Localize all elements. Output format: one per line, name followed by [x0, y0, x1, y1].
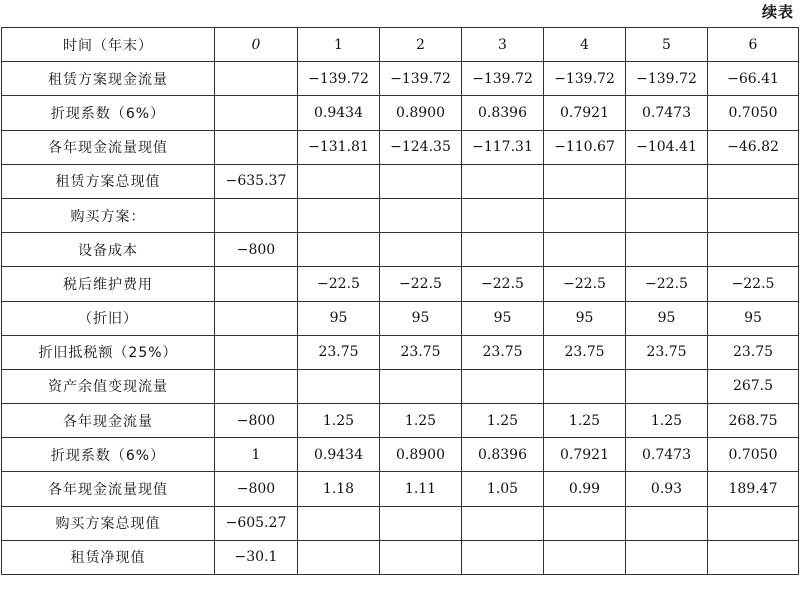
table-cell: 0.7050 — [708, 438, 799, 472]
table-cell — [215, 96, 298, 130]
year-header: 0 — [215, 28, 298, 62]
row-label: 购买方案总现值 — [2, 506, 215, 540]
table-cell: 0.9434 — [298, 438, 380, 472]
year-header: 3 — [462, 28, 544, 62]
table-cell — [215, 198, 298, 232]
table-cell: −22.5 — [298, 267, 380, 301]
table-row — [2, 267, 799, 301]
table-row — [2, 233, 799, 267]
table-cell — [298, 506, 380, 540]
table-cell: −139.72 — [380, 62, 462, 96]
row-label: 资产余值变现流量 — [2, 369, 215, 403]
table-row — [2, 301, 799, 335]
year-header: 1 — [298, 28, 380, 62]
table-cell: 0.9434 — [298, 96, 380, 130]
row-label: 税后维护费用 — [2, 267, 215, 301]
table-cell — [544, 540, 626, 574]
row-label: 各年现金流量现值 — [2, 130, 215, 164]
table-cell — [626, 233, 708, 267]
year-header: 6 — [708, 28, 799, 62]
table-body — [2, 28, 799, 575]
table-cell: 268.75 — [708, 404, 799, 438]
table-cell: −117.31 — [462, 130, 544, 164]
table-cell — [380, 506, 462, 540]
table-row — [2, 130, 799, 164]
table-cell: 95 — [708, 301, 799, 335]
table-cell: −22.5 — [462, 267, 544, 301]
year-header: 5 — [626, 28, 708, 62]
table-cell: 1.11 — [380, 472, 462, 506]
table-cell — [462, 369, 544, 403]
table-cell: 0.8396 — [462, 96, 544, 130]
table-cell — [708, 164, 799, 198]
table-cell: 1.25 — [462, 404, 544, 438]
table-cell — [626, 164, 708, 198]
table-row — [2, 62, 799, 96]
table-cell: 23.75 — [462, 335, 544, 369]
table-cell: −110.67 — [544, 130, 626, 164]
table-cell: −22.5 — [544, 267, 626, 301]
table-cell: 1.05 — [462, 472, 544, 506]
table-cell: 0.99 — [544, 472, 626, 506]
table-cell — [544, 506, 626, 540]
table-row — [2, 472, 799, 506]
table-cell: −800 — [215, 233, 298, 267]
table-cell: 0.7473 — [626, 438, 708, 472]
table-cell — [380, 233, 462, 267]
table-cell — [215, 62, 298, 96]
row-label: （折旧） — [2, 301, 215, 335]
table-cell — [215, 267, 298, 301]
row-label: 设备成本 — [2, 233, 215, 267]
cash-flow-table — [1, 27, 799, 575]
table-cell — [544, 369, 626, 403]
table-cell — [462, 164, 544, 198]
table-cell: 0.7473 — [626, 96, 708, 130]
table-cell: −30.1 — [215, 540, 298, 574]
row-label: 购买方案： — [2, 198, 215, 232]
table-cell: 0.8396 — [462, 438, 544, 472]
table-cell — [544, 164, 626, 198]
continued-label: 续表 — [761, 3, 794, 21]
table-cell: −139.72 — [298, 62, 380, 96]
table-cell: 1 — [215, 438, 298, 472]
table-cell — [215, 335, 298, 369]
table-cell — [380, 369, 462, 403]
table-row — [2, 164, 799, 198]
table-row — [2, 369, 799, 403]
table-cell: 23.75 — [708, 335, 799, 369]
table-cell: −22.5 — [380, 267, 462, 301]
table-cell: 0.93 — [626, 472, 708, 506]
table-cell: 0.8900 — [380, 96, 462, 130]
table-cell — [215, 130, 298, 164]
table-cell — [462, 506, 544, 540]
table-cell: 1.25 — [298, 404, 380, 438]
row-label: 各年现金流量 — [2, 404, 215, 438]
table-cell — [298, 198, 380, 232]
table-cell: 95 — [626, 301, 708, 335]
table-cell — [462, 233, 544, 267]
table-cell: −104.41 — [626, 130, 708, 164]
table-cell — [708, 506, 799, 540]
table-row — [2, 96, 799, 130]
table-cell: −605.27 — [215, 506, 298, 540]
table-cell: −22.5 — [626, 267, 708, 301]
table-cell — [626, 369, 708, 403]
table-cell: 1.18 — [298, 472, 380, 506]
header-row — [2, 28, 799, 62]
table-cell: 95 — [544, 301, 626, 335]
table-cell: −800 — [215, 404, 298, 438]
table-cell — [626, 198, 708, 232]
table-cell: 95 — [298, 301, 380, 335]
table-cell — [708, 233, 799, 267]
table-cell: −131.81 — [298, 130, 380, 164]
table-row — [2, 540, 799, 574]
table-cell — [298, 233, 380, 267]
table-cell — [544, 233, 626, 267]
table-cell: 23.75 — [380, 335, 462, 369]
row-label: 折现系数（6%） — [2, 438, 215, 472]
table-cell: 23.75 — [298, 335, 380, 369]
table-cell — [626, 540, 708, 574]
table-cell: −46.82 — [708, 130, 799, 164]
year-header: 4 — [544, 28, 626, 62]
row-label: 租赁方案总现值 — [2, 164, 215, 198]
table-cell: −124.35 — [380, 130, 462, 164]
table-cell — [626, 506, 708, 540]
table-row — [2, 404, 799, 438]
row-label: 折旧抵税额（25%） — [2, 335, 215, 369]
table-cell — [215, 301, 298, 335]
table-cell: 23.75 — [626, 335, 708, 369]
table-cell: 95 — [380, 301, 462, 335]
table-cell: −635.37 — [215, 164, 298, 198]
table-cell: 0.7921 — [544, 96, 626, 130]
table-cell: −139.72 — [544, 62, 626, 96]
table-cell: 0.7050 — [708, 96, 799, 130]
table-cell — [708, 198, 799, 232]
table-cell — [708, 540, 799, 574]
table-cell — [380, 164, 462, 198]
table-cell: −139.72 — [462, 62, 544, 96]
table-cell: 267.5 — [708, 369, 799, 403]
table-cell — [298, 164, 380, 198]
table-cell: 0.8900 — [380, 438, 462, 472]
table-cell — [380, 198, 462, 232]
table-cell: 1.25 — [544, 404, 626, 438]
table-cell: −800 — [215, 472, 298, 506]
table-cell — [462, 198, 544, 232]
row-label: 租赁净现值 — [2, 540, 215, 574]
row-label: 各年现金流量现值 — [2, 472, 215, 506]
table-row — [2, 198, 799, 232]
table-cell — [462, 540, 544, 574]
table-cell — [380, 540, 462, 574]
table-cell: 0.7921 — [544, 438, 626, 472]
table-cell — [298, 369, 380, 403]
year-header: 2 — [380, 28, 462, 62]
table-cell: 95 — [462, 301, 544, 335]
table-cell — [215, 369, 298, 403]
table-row — [2, 335, 799, 369]
table-cell: −66.41 — [708, 62, 799, 96]
table-cell: 189.47 — [708, 472, 799, 506]
table-cell: −22.5 — [708, 267, 799, 301]
table-cell: 1.25 — [380, 404, 462, 438]
table-cell: 23.75 — [544, 335, 626, 369]
header-label: 时间（年末） — [2, 28, 215, 62]
table-cell: 1.25 — [626, 404, 708, 438]
table-cell — [298, 540, 380, 574]
table-cell: −139.72 — [626, 62, 708, 96]
row-label: 租赁方案现金流量 — [2, 62, 215, 96]
table-row — [2, 438, 799, 472]
table-cell — [544, 198, 626, 232]
row-label: 折现系数（6%） — [2, 96, 215, 130]
table-row — [2, 506, 799, 540]
